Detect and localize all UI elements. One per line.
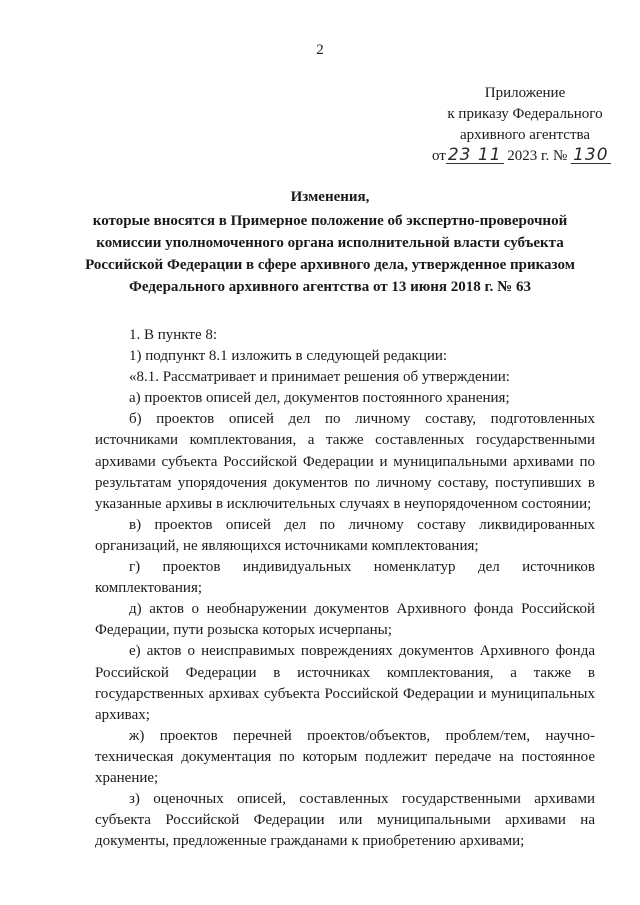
paragraph-10: ж) проектов перечней проектов/объектов, проблем/тем, научно-техническая документация по которым подлежит передаче на постоянное хранение; bbox=[95, 727, 595, 786]
date-prefix: от bbox=[432, 148, 446, 164]
handwritten-date: 23 11 bbox=[447, 145, 502, 165]
paragraph-11: з) оценочных описей, составленных государственными архивами субъекта Российской Федерации или муниципальными архивами на документы, предложенные гражданами к приобретению архивами; bbox=[95, 791, 595, 850]
title-heading: Изменения, bbox=[290, 189, 370, 205]
appendix-block bbox=[430, 83, 620, 167]
appendix-line-2: к приказу Федерального bbox=[447, 106, 603, 122]
appendix-line-3: архивного агентства bbox=[459, 127, 591, 143]
handwritten-number: 130 bbox=[573, 145, 609, 165]
title-line-2: комиссии уполномоченного органа исполнительной власти субъекта bbox=[96, 235, 564, 251]
paragraph-1: 1. В пункте 8: bbox=[129, 327, 218, 343]
appendix-line-1: Приложение bbox=[484, 85, 566, 101]
paragraph-6: в) проектов описей дел по личному составу ликвидированных организаций, не являющихся источниками комплектования; bbox=[95, 516, 595, 554]
title-line-4: Федерального архивного агентства от 13 июня 2018 г. № 63 bbox=[129, 279, 531, 295]
document-body bbox=[95, 325, 595, 852]
paragraph-4: а) проектов описей дел, документов постоянного хранения; bbox=[129, 390, 510, 407]
title-line-3: Российской Федерации в сфере архивного дела, утвержденное приказом bbox=[85, 257, 575, 273]
paragraph-7: г) проектов индивидуальных номенклатур дел источников комплектования; bbox=[95, 559, 595, 597]
paragraph-5: б) проектов описей дел по личному составу, подготовленных источниками комплектования, а также составленных государственными архивами субъекта Российской Федерации и муниципальными архивами по результатам упорядочения документов по личному составу, поступивших в указанные архивы в исключительных случаях в неупорядоченном состоянии; bbox=[95, 411, 595, 512]
page-number: 2 bbox=[316, 42, 324, 58]
date-suffix: 2023 г. № bbox=[507, 148, 568, 164]
paragraph-9: е) актов о неисправимых повреждениях документов Архивного фонда Российской Федерации в источниках комплектования, а также в государственных архивах субъекта Российской Федерации и муниципальных архивах; bbox=[95, 643, 595, 723]
document-title bbox=[80, 186, 580, 298]
paragraph-2: 1) подпункт 8.1 изложить в следующей редакции: bbox=[129, 348, 448, 365]
appendix-date-line bbox=[430, 146, 620, 167]
paragraph-8: д) актов о необнаружении документов Архивного фонда Российской Федерации, пути розыска которых исчерпаны; bbox=[95, 601, 595, 639]
title-line-1: которые вносятся в Примерное положение об экспертно-проверочной bbox=[92, 213, 568, 229]
paragraph-3: «8.1. Рассматривает и принимает решения об утверждении: bbox=[129, 369, 510, 386]
